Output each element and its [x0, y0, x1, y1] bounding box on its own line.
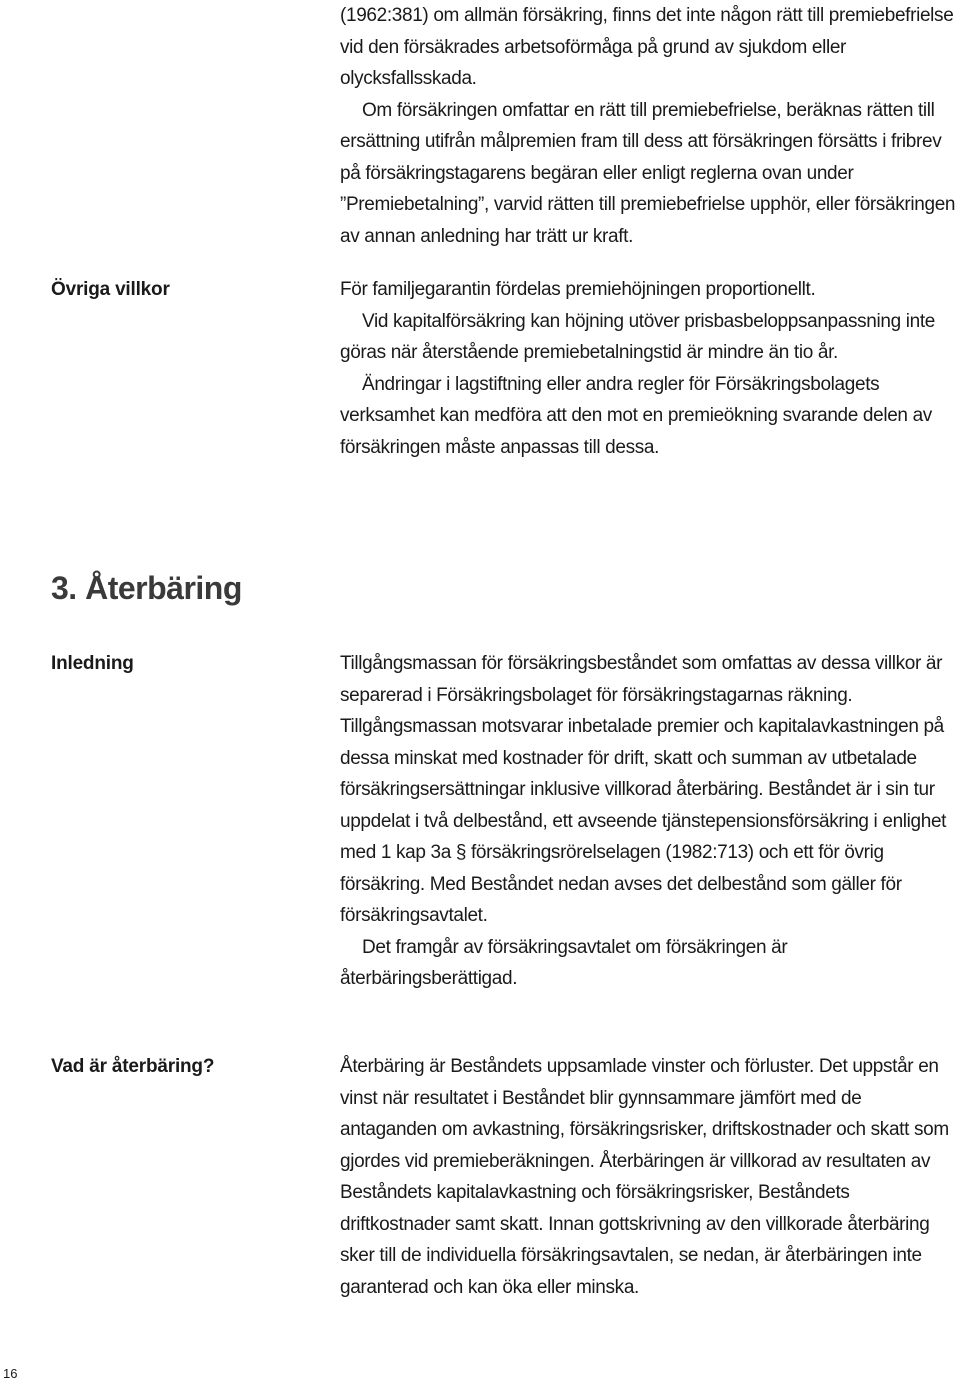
inledning-label: Inledning [51, 653, 134, 674]
ovriga-villkor-label: Övriga villkor [51, 279, 170, 300]
paragraph: Tillgångsmassan för försäkringsbeståndet som omfattas av dessa villkor är separerad i Försäkringsbolaget för försäkringstagarnas räkning. Tillgångsmassan motsvarar inbetalade premier och kapitalavkastningen på dessa minskat med kostnader för drift, skatt och summan av utbetalade försäkringsersättningar inklusive villkorad återbäring. Beståndet är i sin tur uppdelat i två delbestånd, ett avseende tjänstepensionsförsäkring i enlighet med 1 kap 3a § försäkringsrörelselagen (1982:713) och ett för övrig försäkring. Med Beståndet nedan avses det delbestånd som gäller för försäkringsavtalet. [340, 653, 947, 926]
ovriga-villkor-text [340, 274, 956, 463]
paragraph: (1962:381) om allmän försäkring, finns det inte någon rätt till premiebefrielse vid den försäkrades arbetsoförmåga på grund av sjukdom eller olycksfallsskada. [340, 5, 954, 89]
paragraph: För familjegarantin fördelas premiehöjningen proportionellt. [340, 279, 816, 300]
paragraph: Ändringar i lagstiftning eller andra regler för Försäkringsbolagets verksamhet kan medföra att den mot en premieökning svarande delen av försäkringen måste anpassas till dessa. [340, 373, 932, 458]
vad-ar-aterbaring-label: Vad är återbäring? [51, 1056, 215, 1077]
paragraph: Vid kapitalförsäkring kan höjning utöver prisbasbeloppsanpassning inte göras när återstående premiebetalningstid är mindre än tio år. [340, 310, 935, 363]
premiebefrielse-text [340, 0, 956, 252]
paragraph: Om försäkringen omfattar en rätt till premiebefrielse, beräknas rätten till ersättning utifrån målpremien fram till dess att försäkringen försätts i fribrev på försäkringstagarens begäran eller enligt reglerna ovan under ”Premiebetalning”, varvid rätten till premiebefrielse upphör, eller försäkringen av annan anledning har trätt ur kraft. [340, 99, 956, 247]
paragraph: Det framgår av försäkringsavtalet om försäkringen är återbäringsberättigad. [340, 936, 788, 989]
inledning-text [340, 648, 956, 995]
vad-ar-aterbaring-text [340, 1051, 956, 1303]
section-heading: 3. Återbäring [51, 570, 242, 606]
page-number: 16 [3, 1366, 18, 1381]
paragraph: Återbäring är Beståndets uppsamlade vinster och förluster. Det uppstår en vinst när resultatet i Beståndet blir gynnsammare jämfört med de antaganden om avkastning, försäkringsrisker, driftskostnader och skatt som gjordes vid premieberäkningen. Återbäringen är villkorad av resultaten av Beståndets kapitalavkastning och försäkringsrisker, Beståndets driftkostnader samt skatt. Innan gottskrivning av den villkorade återbäring sker till de individuella försäkringsavtalen, se nedan, är återbäringen inte garanterad och kan öka eller minska. [340, 1056, 949, 1298]
